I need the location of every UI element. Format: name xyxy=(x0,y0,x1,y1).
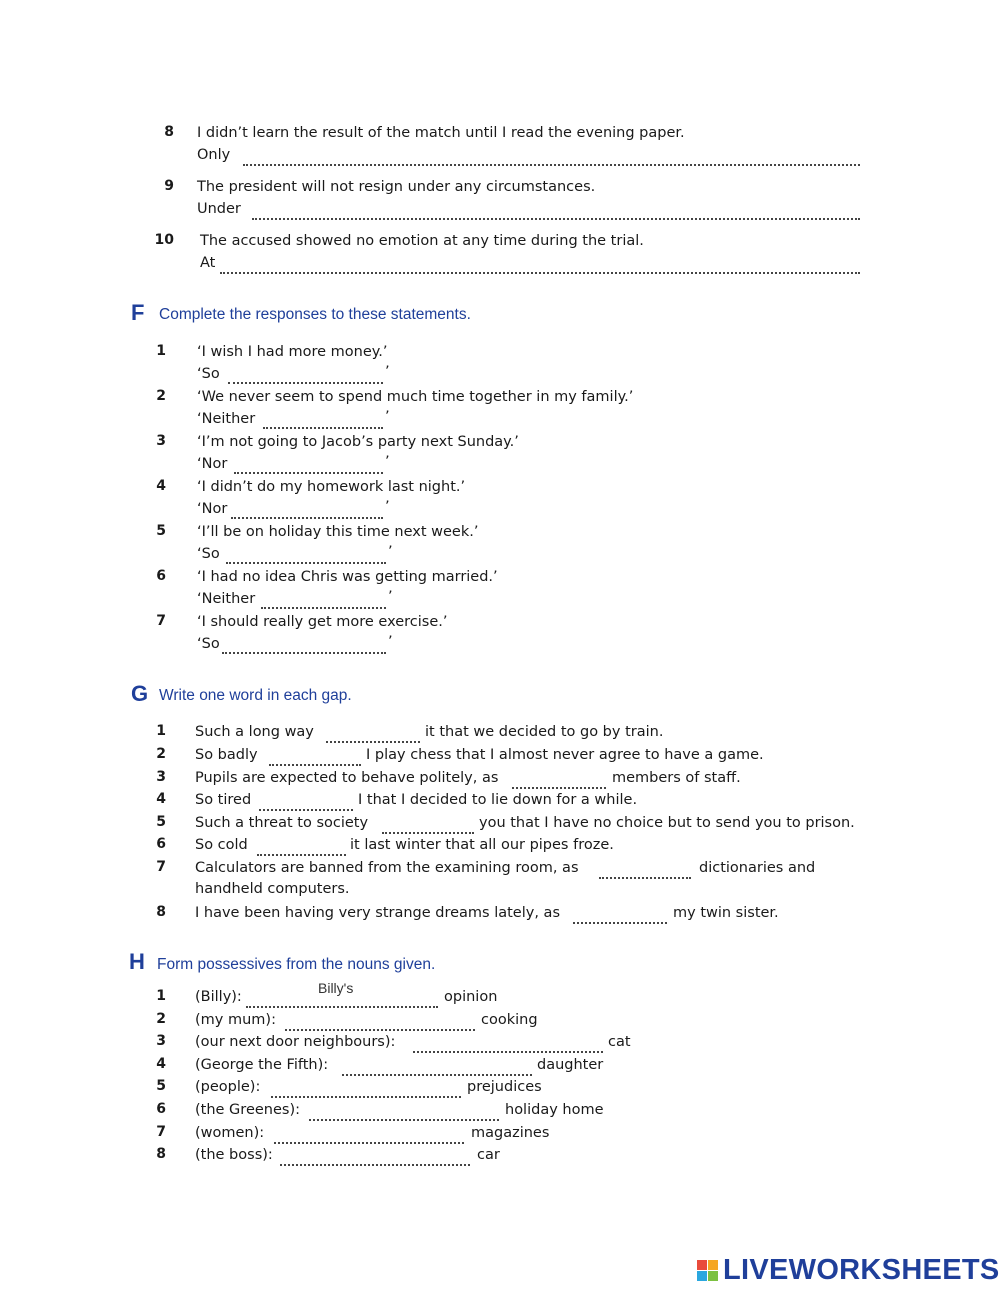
item-text-after: cooking xyxy=(481,1012,538,1028)
item-text-after: my twin sister. xyxy=(673,905,779,921)
logo-square xyxy=(708,1260,718,1270)
item-prompt: ‘Neither xyxy=(197,411,256,427)
answer-blank[interactable] xyxy=(342,1060,532,1076)
answer-blank[interactable] xyxy=(274,1128,464,1144)
item-sentence: The accused showed no emotion at any time during the trial. xyxy=(200,233,644,249)
logo-square xyxy=(697,1271,707,1281)
item-statement: ‘I’m not going to Jacob’s party next Sunday.’ xyxy=(197,434,519,450)
answer-blank[interactable] xyxy=(326,727,420,743)
item-prompt: Only xyxy=(197,147,231,163)
closing-quote: ’ xyxy=(385,409,390,425)
item-text-before: So badly xyxy=(195,747,258,763)
answer-blank[interactable] xyxy=(413,1037,603,1053)
answer-blank[interactable] xyxy=(234,458,383,474)
answer-blank[interactable] xyxy=(280,1150,470,1166)
item-number: 2 xyxy=(156,1011,166,1027)
item-text-before: Such a long way xyxy=(195,724,314,740)
section-instruction: Form possessives from the nouns given. xyxy=(157,956,436,973)
closing-quote: ’ xyxy=(388,589,393,605)
item-text-after: it last winter that all our pipes froze. xyxy=(350,837,614,853)
item-number: 7 xyxy=(156,1124,166,1140)
item-number: 3 xyxy=(156,433,166,449)
item-prompt: ‘Neither xyxy=(197,591,256,607)
closing-quote: ’ xyxy=(388,634,393,650)
liveworksheets-logo xyxy=(697,1255,1000,1285)
item-number: 2 xyxy=(156,388,166,404)
section-letter: F xyxy=(131,300,145,325)
answer-blank[interactable] xyxy=(222,638,386,654)
item-prompt: ‘So xyxy=(197,546,220,562)
item-text-after: I that I decided to lie down for a while. xyxy=(358,792,638,808)
answer-blank[interactable] xyxy=(228,368,383,384)
answer-blank[interactable] xyxy=(231,503,383,519)
closing-quote: ’ xyxy=(385,454,390,470)
logo-square xyxy=(708,1271,718,1281)
section-instruction: Write one word in each gap. xyxy=(159,687,352,704)
item-prompt: ‘Nor xyxy=(197,501,228,517)
answer-blank[interactable] xyxy=(263,413,383,429)
section-instruction: Complete the responses to these statements. xyxy=(159,306,471,323)
item-text-line2: handheld computers. xyxy=(195,881,350,897)
item-text-after: car xyxy=(477,1147,500,1163)
answer-blank[interactable] xyxy=(261,593,386,609)
item-text-after: members of staff. xyxy=(612,770,741,786)
item-number: 1 xyxy=(156,988,166,1004)
item-prompt: ‘Nor xyxy=(197,456,228,472)
item-number: 3 xyxy=(156,1033,166,1049)
closing-quote: ’ xyxy=(385,499,390,515)
logo-square xyxy=(697,1260,707,1270)
item-noun: (George the Fifth): xyxy=(195,1057,329,1073)
item-number: 5 xyxy=(156,523,166,539)
item-number: 6 xyxy=(156,836,166,852)
item-text-after: it that we decided to go by train. xyxy=(425,724,664,740)
item-noun: (the boss): xyxy=(195,1147,273,1163)
item-sentence: The president will not resign under any circumstances. xyxy=(197,179,596,195)
item-noun: (Billy): xyxy=(195,989,242,1005)
answer-input[interactable] xyxy=(318,979,398,997)
item-number: 2 xyxy=(156,746,166,762)
item-number: 1 xyxy=(156,343,166,359)
logo-text: LIVEWORKSHEETS xyxy=(723,1253,1000,1286)
item-statement: ‘We never seem to spend much time together in my family.’ xyxy=(197,389,634,405)
item-text-after: I play chess that I almost never agree to have a game. xyxy=(366,747,764,763)
item-number: 7 xyxy=(156,613,166,629)
answer-blank[interactable] xyxy=(226,548,386,564)
item-statement: ‘I had no idea Chris was getting married.’ xyxy=(197,569,498,585)
item-number: 8 xyxy=(164,124,174,140)
item-text-before: So tired xyxy=(195,792,252,808)
answer-blank[interactable] xyxy=(257,840,346,856)
item-text-before: Such a threat to society xyxy=(195,815,369,831)
answer-blank[interactable] xyxy=(573,908,667,924)
item-text-after: you that I have no choice but to send you to prison. xyxy=(479,815,855,831)
item-text-after: magazines xyxy=(471,1125,550,1141)
closing-quote: ’ xyxy=(388,544,393,560)
closing-quote: ’ xyxy=(385,364,390,380)
answer-blank[interactable] xyxy=(259,795,353,811)
item-statement: ‘I didn’t do my homework last night.’ xyxy=(197,479,466,495)
answer-blank[interactable] xyxy=(252,204,860,220)
item-statement: ‘I’ll be on holiday this time next week.’ xyxy=(197,524,479,540)
item-text-after: prejudices xyxy=(467,1079,542,1095)
item-number: 4 xyxy=(156,791,166,807)
item-number: 1 xyxy=(156,723,166,739)
answer-blank[interactable] xyxy=(271,1082,461,1098)
item-number: 7 xyxy=(156,859,166,875)
item-prompt: Under xyxy=(197,201,241,217)
item-prompt: ‘So xyxy=(197,366,220,382)
item-number: 10 xyxy=(154,232,174,248)
item-noun: (my mum): xyxy=(195,1012,276,1028)
item-sentence: I didn’t learn the result of the match until I read the evening paper. xyxy=(197,125,685,141)
item-text-after: opinion xyxy=(444,989,498,1005)
item-noun: (people): xyxy=(195,1079,261,1095)
item-number: 4 xyxy=(156,1056,166,1072)
item-statement: ‘I wish I had more money.’ xyxy=(197,344,388,360)
item-statement: ‘I should really get more exercise.’ xyxy=(197,614,448,630)
item-text-after: dictionaries and xyxy=(699,860,816,876)
item-text-before: Pupils are expected to behave politely, as xyxy=(195,770,499,786)
item-number: 5 xyxy=(156,1078,166,1094)
item-number: 9 xyxy=(164,178,174,194)
item-text-before: Calculators are banned from the examining room, as xyxy=(195,860,579,876)
answer-blank[interactable] xyxy=(599,863,691,879)
section-letter: G xyxy=(131,681,149,706)
item-prompt: At xyxy=(200,255,216,271)
item-noun: (our next door neighbours): xyxy=(195,1034,396,1050)
section-letter: H xyxy=(129,949,145,974)
item-text-after: daughter xyxy=(537,1057,604,1073)
answer-blank[interactable] xyxy=(382,818,474,834)
item-prompt: ‘So xyxy=(197,636,220,652)
item-number: 6 xyxy=(156,1101,166,1117)
item-text-after: cat xyxy=(608,1034,631,1050)
item-text-before: I have been having very strange dreams lately, as xyxy=(195,905,560,921)
item-number: 3 xyxy=(156,769,166,785)
item-number: 6 xyxy=(156,568,166,584)
answer-blank[interactable] xyxy=(285,1015,475,1031)
item-number: 4 xyxy=(156,478,166,494)
answer-blank[interactable] xyxy=(309,1105,499,1121)
item-number: 8 xyxy=(156,1146,166,1162)
item-text-before: So cold xyxy=(195,837,248,853)
item-noun: (women): xyxy=(195,1125,265,1141)
logo-squares-icon xyxy=(697,1260,718,1281)
item-number: 5 xyxy=(156,814,166,830)
answer-blank[interactable] xyxy=(512,773,606,789)
item-number: 8 xyxy=(156,904,166,920)
item-noun: (the Greenes): xyxy=(195,1102,300,1118)
answer-blank[interactable] xyxy=(269,750,361,766)
item-text-after: holiday home xyxy=(505,1102,604,1118)
answer-blank[interactable] xyxy=(220,258,860,274)
answer-blank[interactable] xyxy=(243,150,860,166)
